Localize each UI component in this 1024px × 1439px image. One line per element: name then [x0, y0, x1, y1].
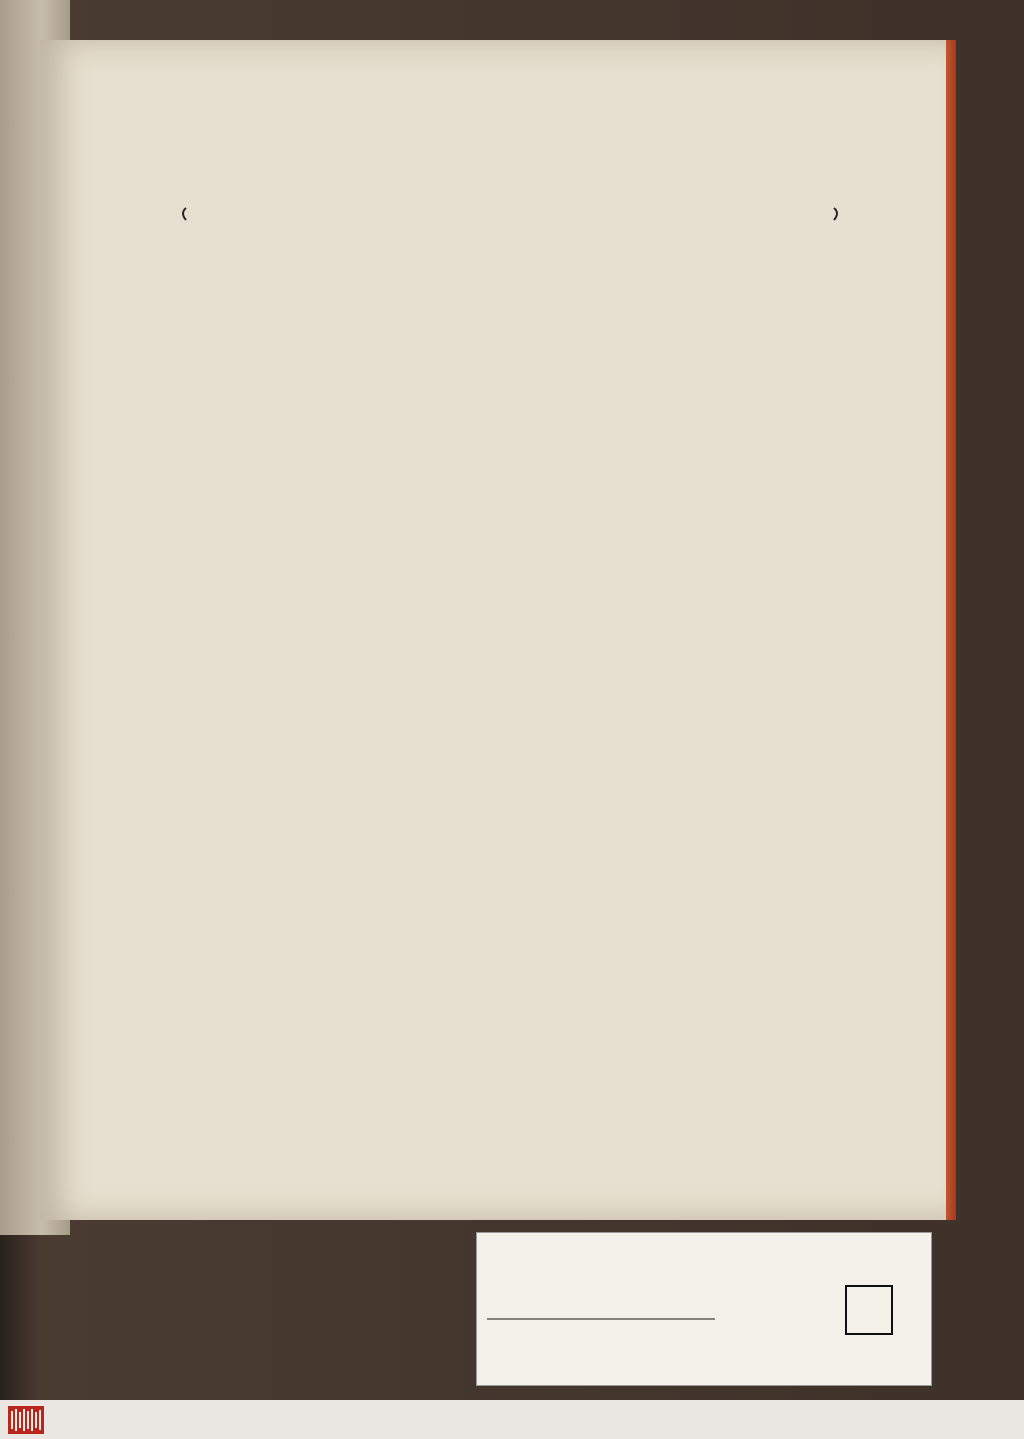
gray-patches: [845, 1285, 893, 1335]
gray-patch-mid: [862, 1287, 877, 1333]
page-red-edge: [946, 40, 956, 1220]
ornament-band-icon: [180, 168, 840, 258]
book-page: [40, 40, 954, 1220]
footer-bar: [0, 1400, 1024, 1439]
gray-patch-black: [876, 1287, 891, 1333]
calibration-card: [476, 1232, 932, 1386]
ruler-icon: [485, 1281, 717, 1351]
gray-patch-white: [847, 1287, 862, 1333]
hab-logo-icon: [8, 1406, 44, 1434]
